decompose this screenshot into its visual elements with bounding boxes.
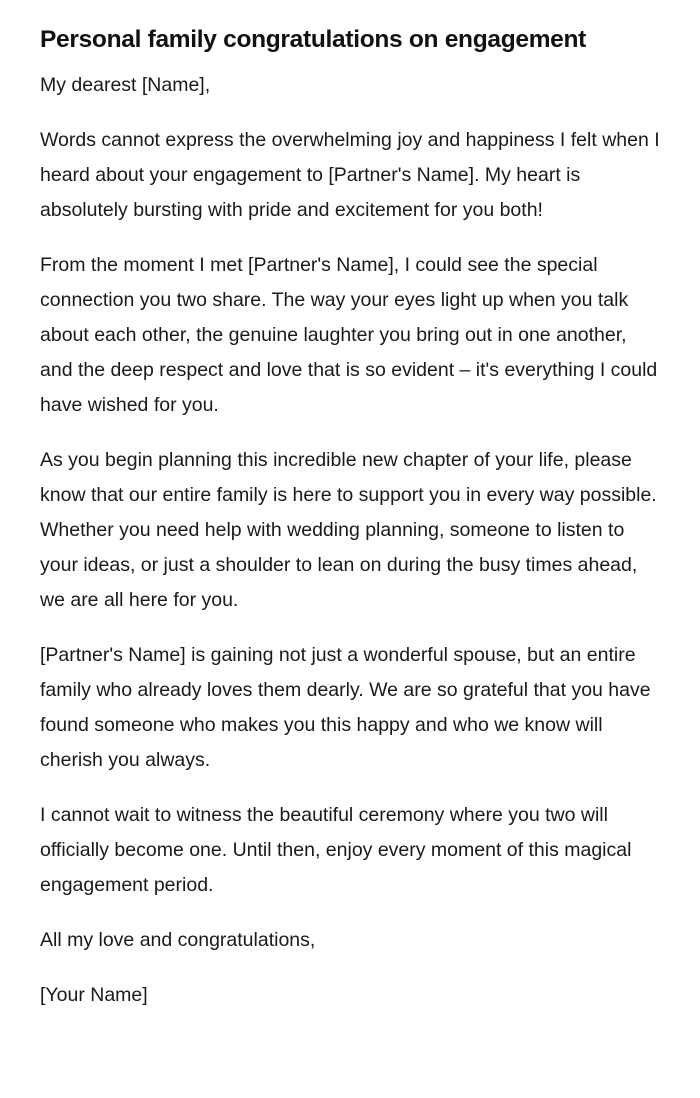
letter-closing: All my love and congratulations, xyxy=(40,929,316,951)
letter-paragraph-1: Words cannot express the overwhelming joy and happiness I felt when I heard about your engagement to [Partner's Name]. My heart is absolutely bursting with pride and excitement for you both! xyxy=(40,129,660,221)
letter-salutation: My dearest [Name], xyxy=(40,74,211,96)
letter-paragraph-2: From the moment I met [Partner's Name], I could see the special connection you two share. The way your eyes light up when you talk about each other, the genuine laughter you bring out in one another, and the deep respect and love that is so evident – it's everything I could have wished for you. xyxy=(40,254,658,416)
letter-paragraph-4: [Partner's Name] is gaining not just a wonderful spouse, but an entire family who already loves them dearly. We are so grateful that you have found someone who makes you this happy and who we know will cherish you always. xyxy=(40,644,651,771)
letter-paragraph-5: I cannot wait to witness the beautiful ceremony where you two will officially become one. Until then, enjoy every moment of this magical engagement period. xyxy=(40,804,632,896)
letter-signature: [Your Name] xyxy=(40,984,148,1006)
letter-paragraph-3: As you begin planning this incredible new chapter of your life, please know that our entire family is here to support you in every way possible. Whether you need help with wedding planning, someone to listen to your ideas, or just a shoulder to lean on during the busy times ahead, we are all here for you. xyxy=(40,449,657,611)
letter-title: Personal family congratulations on engagement xyxy=(40,26,587,53)
